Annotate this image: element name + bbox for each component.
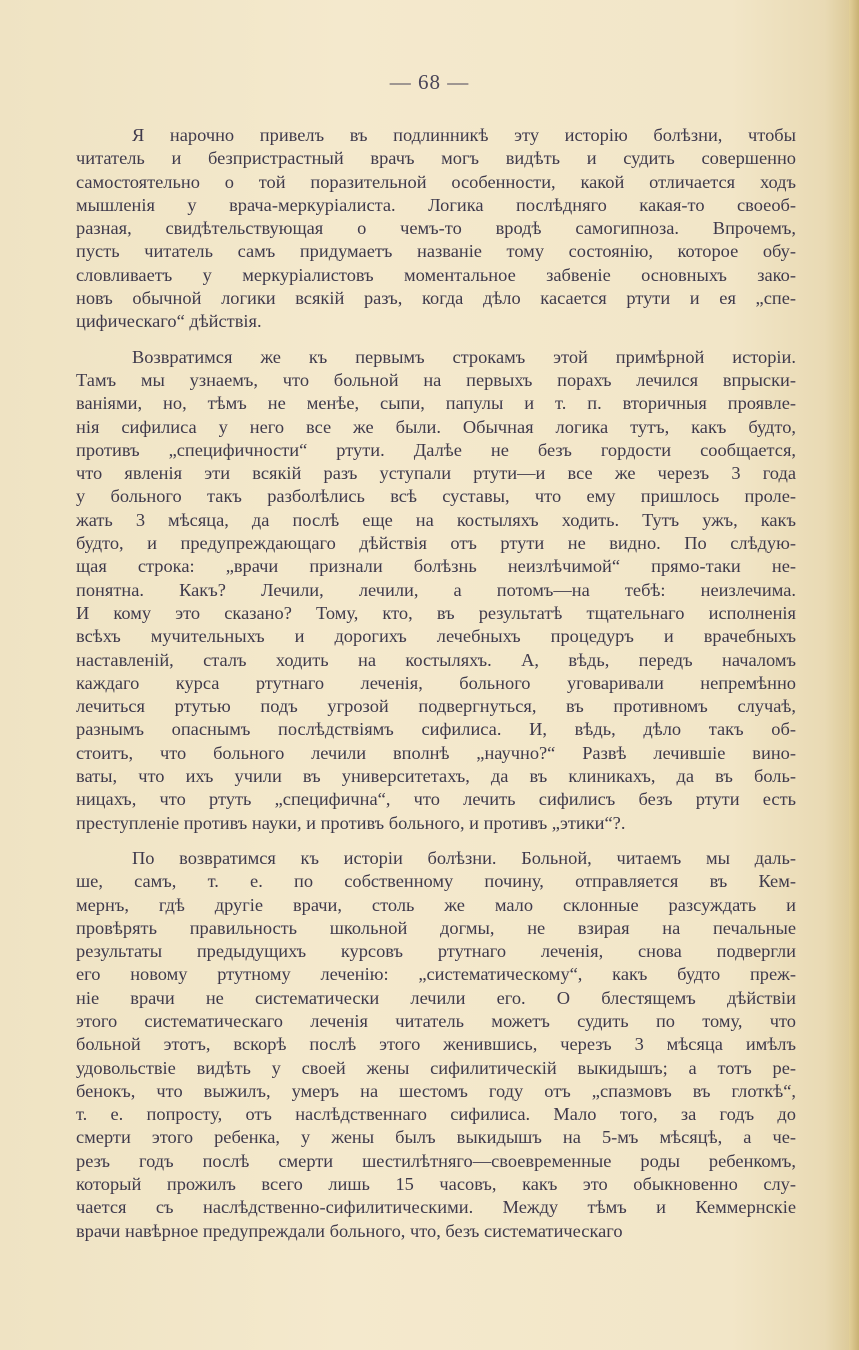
body-text bbox=[76, 124, 796, 1255]
text-line: И кому это сказано? Тому, кто, въ результатѣ тщательнаго исполненія bbox=[76, 602, 796, 623]
text-line: противъ „специфичности“ ртути. Далѣе не безъ гордости сообщается, bbox=[76, 439, 796, 460]
text-line: т. е. попросту, отъ наслѣдственнаго сифилиса. Мало того, за годъ до bbox=[76, 1104, 796, 1125]
page-number: — 68 — bbox=[389, 70, 470, 94]
text-line: наставленій, сталъ ходить на костыляхъ. А, вѣдь, передъ началомъ bbox=[76, 649, 796, 670]
text-line: самостоятельно о той поразительной особенности, какой отличается ходъ bbox=[76, 171, 796, 192]
text-line: резъ годъ послѣ смерти шестилѣтняго—своевременные роды ребенкомъ, bbox=[76, 1150, 796, 1171]
text-line: словливаетъ у меркуріалистовъ моментальное забвеніе основныхъ зако- bbox=[76, 264, 796, 285]
text-line: читатель и безпристрастный врачъ могъ видѣть и судить совершенно bbox=[76, 148, 796, 169]
text-line: врачи навѣрное предупреждали больного, что, безъ систематическаго bbox=[76, 1220, 623, 1241]
text-line: цифическаго“ дѣйствія. bbox=[76, 311, 262, 332]
text-line: который прожилъ всего лишь 15 часовъ, какъ это обыкновенно слу- bbox=[76, 1174, 796, 1195]
text-line: Возвратимся же къ первымъ строкамъ этой примѣрной исторіи. bbox=[132, 346, 796, 367]
text-line: что явленія эти всякій разъ уступали ртути—и все же черезъ 3 года bbox=[76, 463, 796, 484]
text-line: каждаго курса ртутнаго леченія, больного уговаривали непремѣнно bbox=[76, 672, 796, 693]
text-line: его новому ртутному леченію: „систематическому“, какъ будто преж- bbox=[76, 964, 796, 985]
text-line: нія сифилиса у него все же были. Обычная логика тутъ, какъ будто, bbox=[76, 416, 796, 437]
text-line: стоитъ, что больного лечили вполнѣ „научно?“ Развѣ лечившіе вино- bbox=[76, 742, 796, 763]
text-line: разная, свидѣтельствующая о чемъ-то вродѣ самогипноза. Впрочемъ, bbox=[76, 218, 796, 239]
paragraph bbox=[76, 847, 796, 1243]
text-line: результаты предыдущихъ курсовъ ртутнаго леченія, снова подвергли bbox=[76, 941, 796, 962]
paragraph bbox=[76, 346, 796, 835]
text-line: новъ обычной логики всякій разъ, когда дѣло касается ртути и ея „спе- bbox=[76, 288, 796, 309]
text-line: удовольствіе видѣть у своей жены сифилитическій выкидышъ; а тотъ ре- bbox=[76, 1057, 796, 1078]
text-line: щая строка: „врачи признали болѣзнь неизлѣчимой“ прямо-таки не- bbox=[76, 556, 796, 577]
text-line: всѣхъ мучительныхъ и дорогихъ лечебныхъ процедуръ и врачебныхъ bbox=[76, 626, 796, 647]
text-line: мышленія у врача-меркуріалиста. Логика послѣдняго какая-то своеоб- bbox=[76, 194, 796, 215]
text-line: Тамъ мы узнаемъ, что больной на первыхъ порахъ лечился впрыски- bbox=[76, 369, 796, 390]
text-line: По возвратимся къ исторіи болѣзни. Больной, читаемъ мы даль- bbox=[132, 847, 796, 868]
text-line: пусть читатель самъ придумаетъ названіе тому состоянію, которое обу- bbox=[76, 241, 796, 262]
text-line: ше, самъ, т. е. по собственному почину, отправляется въ Кем- bbox=[76, 871, 796, 892]
text-line: больной этотъ, вскорѣ послѣ этого женившись, черезъ 3 мѣсяца имѣлъ bbox=[76, 1034, 796, 1055]
paragraph bbox=[76, 124, 796, 334]
text-line: понятна. Какъ? Лечили, лечили, а потомъ—на тебѣ: неизлечима. bbox=[76, 579, 796, 600]
text-line: будто, и предупреждающаго дѣйствія отъ ртути не видно. По слѣдую- bbox=[76, 533, 796, 554]
text-line: преступленіе противъ науки, и противъ больного, и противъ „этики“?. bbox=[76, 812, 626, 833]
text-line: этого систематическаго леченія читатель можетъ судить по тому, что bbox=[76, 1010, 796, 1031]
text-line: Я нарочно привелъ въ подлинникѣ эту исторію болѣзни, чтобы bbox=[132, 125, 796, 145]
text-line: у больного такъ разболѣлись всѣ суставы, что ему пришлось проле- bbox=[76, 486, 796, 507]
text-line: ніе врачи не систематически лечили его. О блестящемъ дѣйствіи bbox=[76, 987, 796, 1008]
text-line: жать 3 мѣсяца, да послѣ еще на костыляхъ ходить. Тутъ ужъ, какъ bbox=[76, 509, 796, 530]
text-line: провѣрять правильность школьной догмы, не взирая на печальные bbox=[76, 917, 796, 938]
text-line: лечиться ртутью подъ угрозой подвергнуться, въ противномъ случаѣ, bbox=[76, 696, 796, 717]
text-line: ваніями, но, тѣмъ не менѣе, сыпи, папулы и т. п. вторичныя проявле- bbox=[76, 393, 796, 414]
text-line: ваты, что ихъ учили въ университетахъ, да въ клиникахъ, да въ боль- bbox=[76, 766, 796, 787]
text-line: мернъ, гдѣ другіе врачи, столь же мало склонные разсуждать и bbox=[76, 894, 796, 915]
page-edge bbox=[849, 0, 859, 1350]
text-line: ницахъ, что ртуть „специфична“, что лечить сифилисъ безъ ртути есть bbox=[76, 789, 796, 810]
text-line: разнымъ опаснымъ послѣдствіямъ сифилиса. И, вѣдь, дѣло такъ об- bbox=[76, 719, 796, 740]
text-line: чается съ наслѣдственно-сифилитическими. Между тѣмъ и Кеммернскіе bbox=[76, 1197, 796, 1218]
text-line: бенокъ, что выжилъ, умеръ на шестомъ году отъ „спазмовъ въ глоткѣ“, bbox=[76, 1080, 796, 1101]
text-line: смерти этого ребенка, у жены былъ выкидышъ на 5-мъ мѣсяцѣ, а че- bbox=[76, 1127, 796, 1148]
